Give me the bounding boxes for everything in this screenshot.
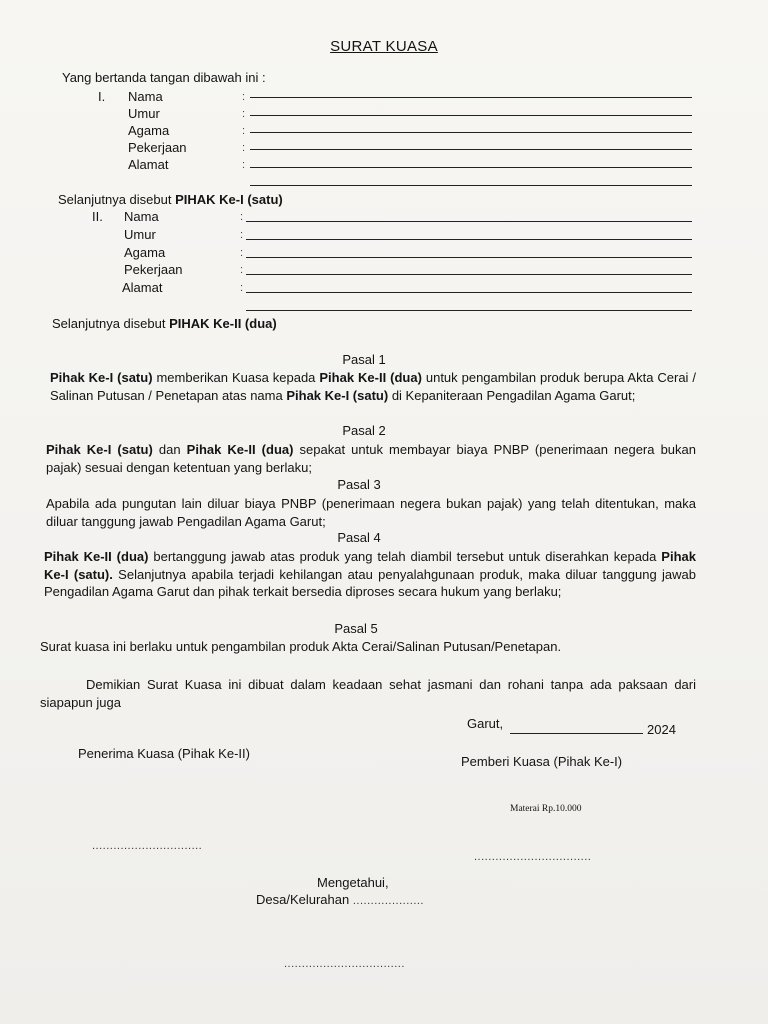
- intro-text: Yang bertanda tangan dibawah ini :: [62, 70, 266, 85]
- giver-caption: Pemberi Kuasa (Pihak Ke-I): [461, 754, 623, 769]
- colon: :: [242, 91, 246, 103]
- party2-label-nama: Nama: [124, 209, 159, 224]
- party2-label-umur: Umur: [124, 227, 156, 242]
- colon: :: [240, 211, 244, 223]
- blank-line: [246, 257, 692, 258]
- party1-label-pekerjaan: Pekerjaan: [128, 140, 187, 155]
- acknowledge-label: Mengetahui,: [317, 875, 389, 890]
- blank-line: [246, 221, 692, 222]
- blank-line: [250, 167, 692, 168]
- date-blank-line: [510, 733, 643, 734]
- pasal-4-text: Pihak Ke-II (dua) bertanggung jawab atas produk yang telah diambil tersebut untuk diserahkan kepada Pihak Ke-I (satu). Selanjutnya apabila terjadi kehilangan atau penyalahgunaan produk, maka diluar tanggung jawab Pengadilan Agama Garut dan pihak terkait bersedia diproses secara hukum yang berlaku;: [44, 549, 696, 599]
- party1-designation: Selanjutnya disebut PIHAK Ke-I (satu): [58, 192, 283, 207]
- giver-signature-dots: .................................: [474, 851, 592, 863]
- pasal-1-text: Pihak Ke-I (satu) memberikan Kuasa kepada Pihak Ke-II (dua) untuk pengambilan produk berupa Akta Cerai / Salinan Putusan / Penetapan atas nama Pihak Ke-I (satu) di Kepaniteraan Pengadilan Agama Garut;: [50, 370, 696, 403]
- party1-label-alamat: Alamat: [128, 157, 169, 172]
- colon: :: [242, 125, 246, 137]
- place-label: Garut,: [467, 716, 504, 731]
- colon: :: [242, 108, 246, 120]
- colon: :: [240, 264, 244, 276]
- blank-line: [250, 97, 692, 98]
- pasal-2-heading: Pasal 2: [342, 423, 386, 438]
- pasal-4-heading: Pasal 4: [337, 530, 381, 545]
- desa-signature-dots: ..................................: [284, 958, 405, 970]
- pasal-3-heading: Pasal 3: [337, 477, 381, 492]
- blank-line: [250, 185, 692, 186]
- blank-line: [246, 274, 692, 275]
- pasal-5-heading: Pasal 5: [334, 621, 378, 636]
- pasal-2-text: Pihak Ke-I (satu) dan Pihak Ke-II (dua) sepakat untuk membayar biaya PNBP (penerimaan negera bukan pajak) sesuai dengan ketentuan yang berlaku;: [46, 442, 696, 475]
- materai-label: Materai Rp.10.000: [510, 804, 582, 814]
- party2-label-pekerjaan: Pekerjaan: [124, 262, 183, 277]
- party1-label-agama: Agama: [128, 123, 170, 138]
- receiver-signature-dots: ...............................: [92, 840, 203, 852]
- party2-designation: Selanjutnya disebut PIHAK Ke-II (dua): [52, 316, 277, 331]
- party1-label-nama: Nama: [128, 89, 163, 104]
- desa-label: Desa/Kelurahan ....................: [256, 892, 424, 907]
- colon: :: [240, 247, 244, 259]
- blank-line: [250, 149, 692, 150]
- party1-number: I.: [98, 89, 106, 104]
- colon: :: [242, 142, 246, 154]
- closing-statement: Demikian Surat Kuasa ini dibuat dalam keadaan sehat jasmani dan rohani tanpa ada paksaan dari siapapun juga: [40, 677, 696, 710]
- party2-number: II.: [92, 209, 103, 224]
- blank-line: [246, 292, 692, 293]
- pasal-1-heading: Pasal 1: [342, 352, 386, 367]
- colon: :: [240, 282, 244, 294]
- blank-line: [246, 310, 692, 311]
- colon: :: [240, 229, 244, 241]
- pasal-3-text: Apabila ada pungutan lain diluar biaya PNBP (penerimaan negera bukan pajak) yang telah ditentukan, maka diluar tanggung jawab Pengadilan Agama Garut;: [46, 496, 696, 529]
- party2-label-alamat: Alamat: [122, 280, 163, 295]
- party2-label-agama: Agama: [124, 245, 166, 260]
- blank-line: [250, 132, 692, 133]
- party1-label-umur: Umur: [128, 106, 160, 121]
- blank-line: [246, 239, 692, 240]
- receiver-caption: Penerima Kuasa (Pihak Ke-II): [78, 746, 250, 761]
- blank-line: [250, 115, 692, 116]
- colon: :: [242, 159, 246, 171]
- document-title: SURAT KUASA: [330, 38, 438, 55]
- year-text: 2024: [647, 722, 676, 737]
- pasal-5-text: Surat kuasa ini berlaku untuk pengambilan produk Akta Cerai/Salinan Putusan/Penetapan.: [40, 639, 562, 654]
